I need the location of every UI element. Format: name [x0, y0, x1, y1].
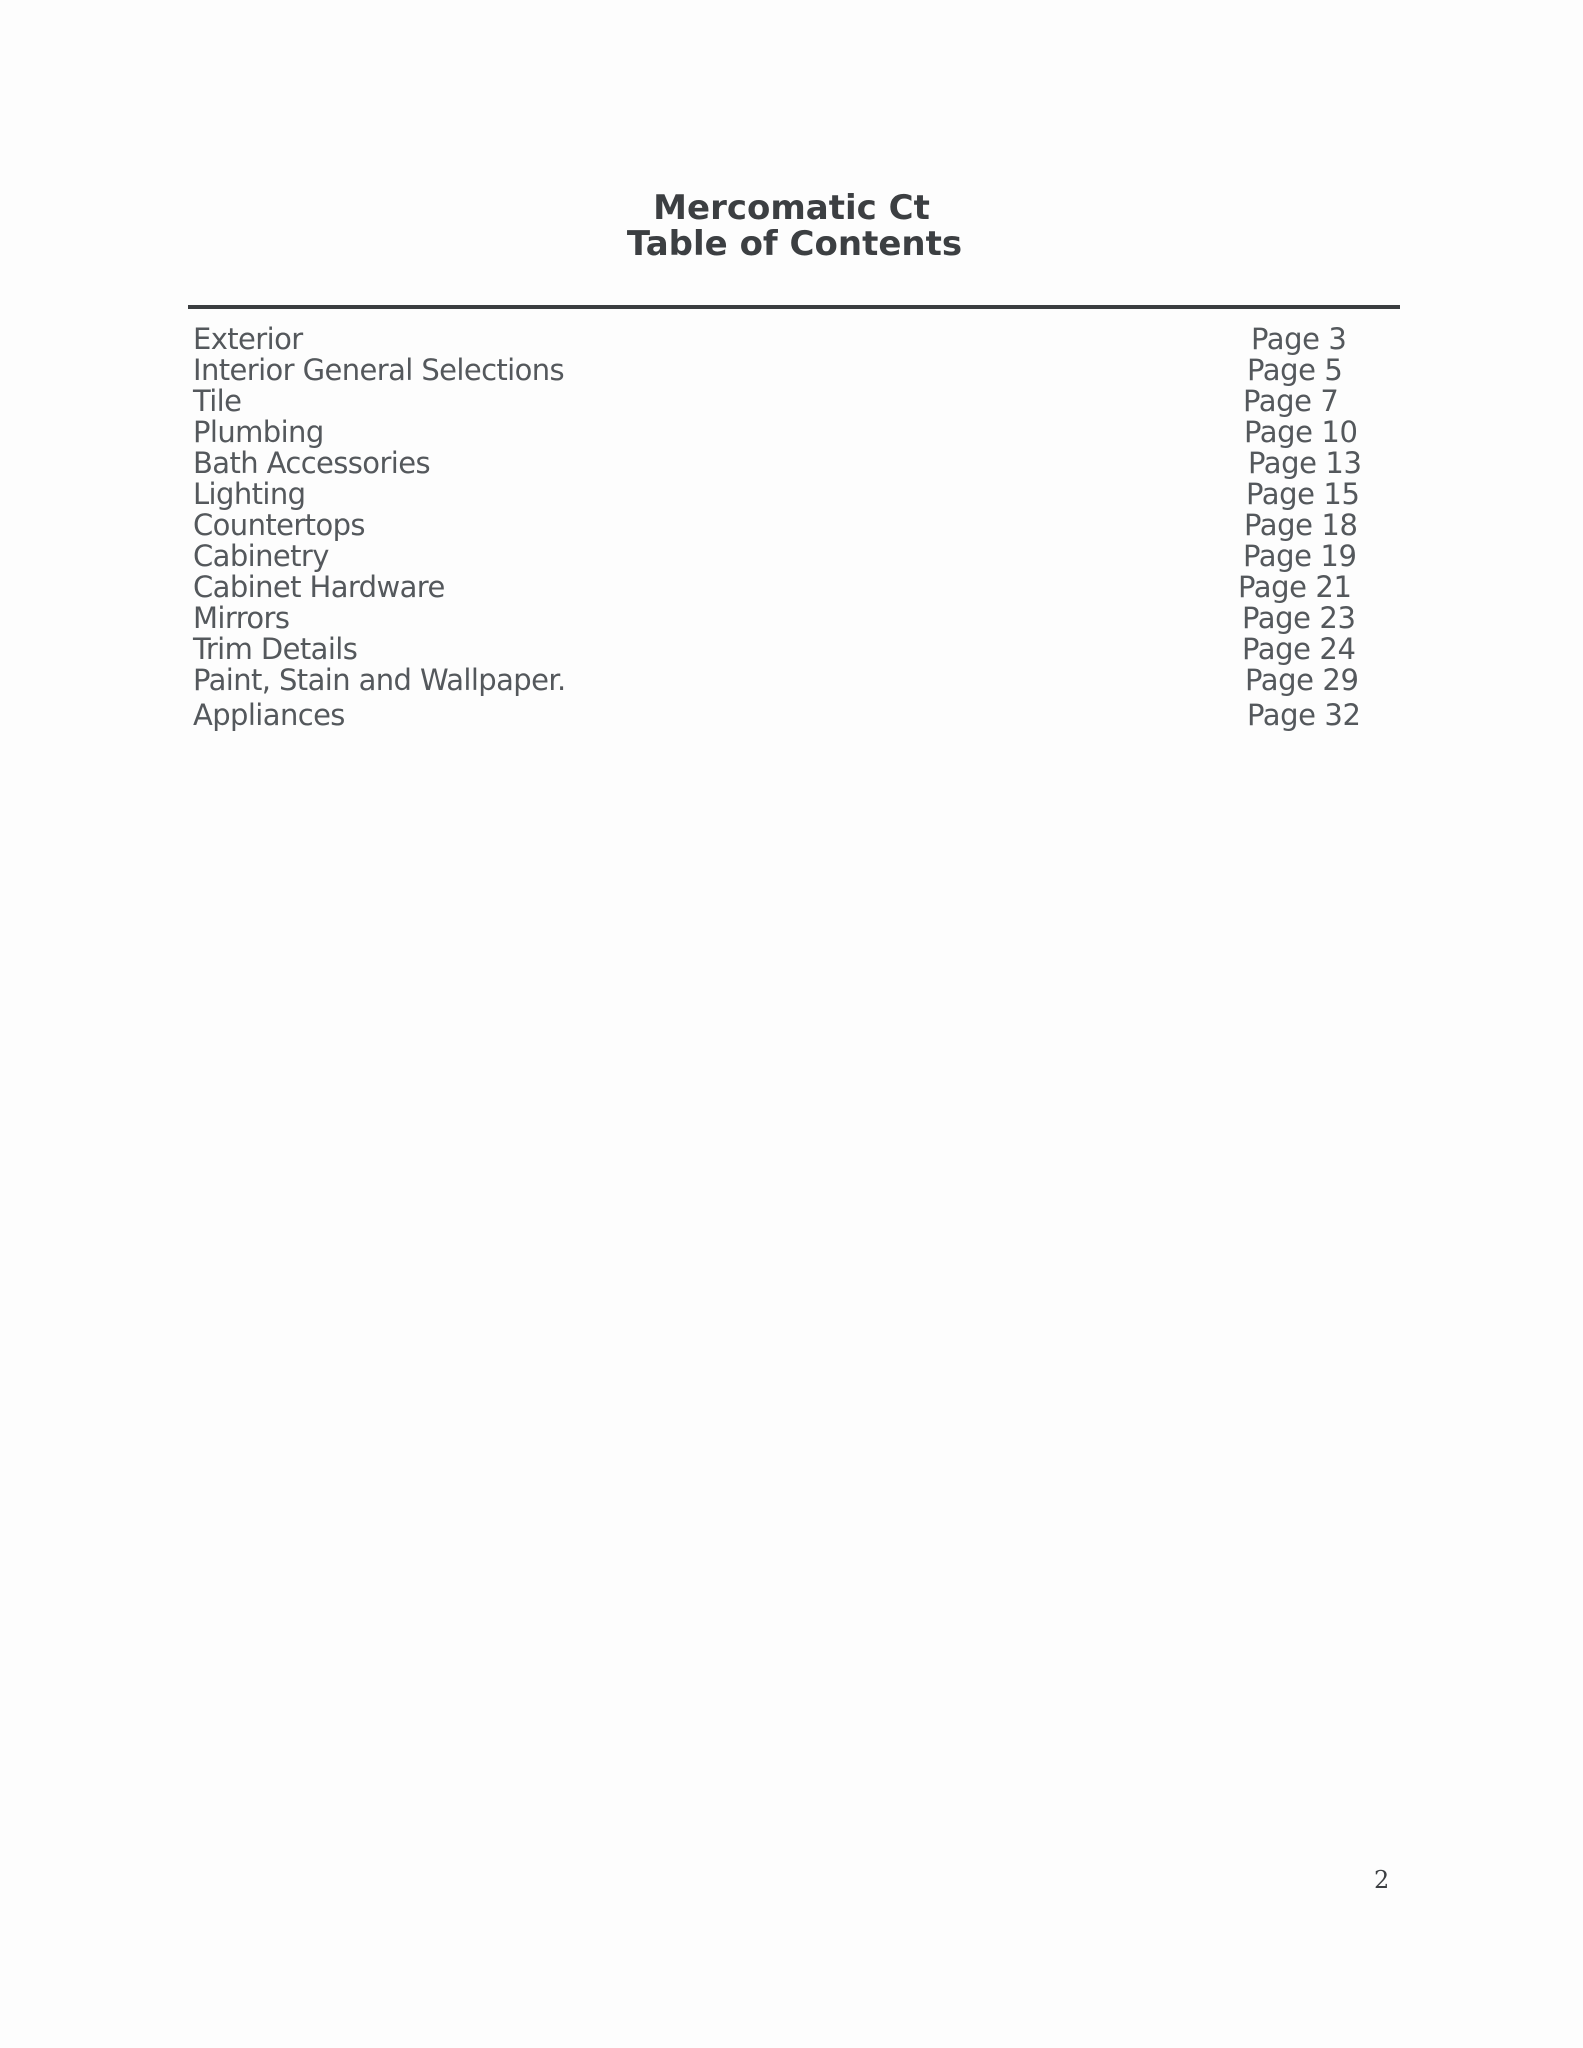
toc-entry [193, 386, 1373, 417]
toc-entry-page: Page 32 [1247, 698, 1361, 732]
page-number: 2 [1374, 1866, 1390, 1894]
table-of-contents [193, 324, 1373, 731]
toc-entry-label: Appliances [193, 698, 345, 732]
toc-entry [193, 448, 1373, 479]
toc-entry [193, 510, 1373, 541]
document-title: Mercomatic Ct [653, 188, 930, 228]
title-block [0, 190, 1583, 262]
toc-entry-page: Page 15 [1246, 477, 1360, 511]
toc-entry [193, 700, 1373, 731]
document-subtitle: Table of Contents [626, 224, 963, 264]
toc-entry-label: Paint, Stain and Wallpaper. [193, 663, 566, 697]
toc-entry-label: Lighting [193, 477, 306, 511]
toc-entry-label: Countertops [193, 508, 365, 542]
toc-entry [193, 541, 1373, 572]
toc-entry-label: Trim Details [193, 632, 358, 666]
toc-entry-label: Cabinet Hardware [193, 570, 445, 604]
toc-entry-page: Page 5 [1247, 353, 1343, 387]
toc-entry [193, 324, 1373, 355]
toc-entry-page: Page 13 [1248, 446, 1362, 480]
toc-entry-page: Page 7 [1243, 384, 1339, 418]
toc-entry-label: Cabinetry [193, 539, 329, 573]
toc-entry-label: Plumbing [193, 415, 324, 449]
toc-entry-page: Page 10 [1244, 415, 1358, 449]
toc-entry-page: Page 29 [1245, 663, 1359, 697]
toc-entry-page: Page 3 [1251, 322, 1347, 356]
toc-entry-label: Bath Accessories [193, 446, 430, 480]
toc-entry [193, 603, 1373, 634]
toc-entry [193, 355, 1373, 386]
toc-entry-page: Page 24 [1242, 632, 1356, 666]
toc-entry-label: Interior General Selections [193, 353, 565, 387]
toc-entry [193, 634, 1373, 665]
toc-entry-page: Page 18 [1244, 508, 1358, 542]
toc-entry [193, 572, 1373, 603]
toc-entry [193, 665, 1373, 696]
toc-entry-page: Page 21 [1238, 570, 1352, 604]
toc-entry [193, 479, 1373, 510]
toc-entry-label: Mirrors [193, 601, 290, 635]
toc-entry-label: Exterior [193, 322, 303, 356]
toc-entry-label: Tile [193, 384, 242, 418]
title-divider [188, 305, 1400, 309]
toc-entry-page: Page 19 [1243, 539, 1357, 573]
toc-entry-page: Page 23 [1242, 601, 1356, 635]
toc-entry [193, 417, 1373, 448]
